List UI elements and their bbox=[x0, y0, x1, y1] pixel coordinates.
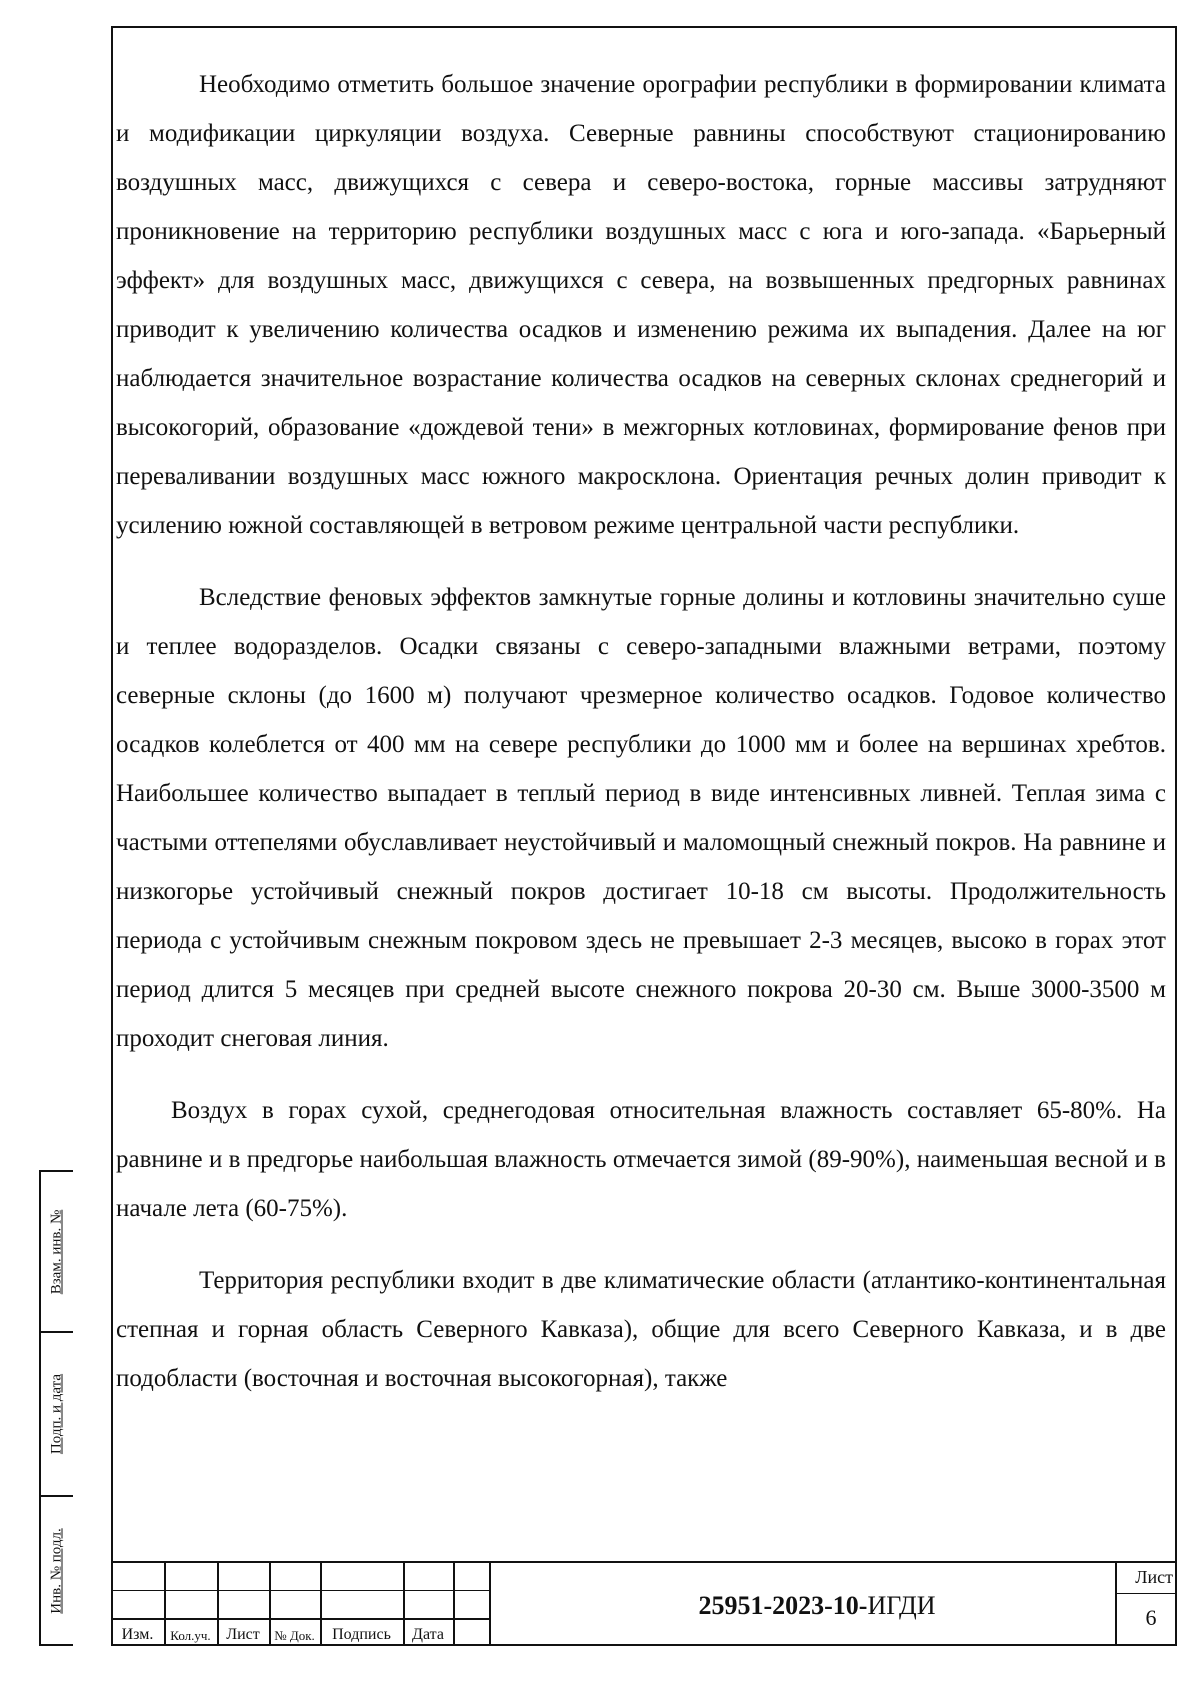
side-cell-inv bbox=[41, 1497, 73, 1644]
paragraph-3: Воздух в горах сухой, среднегодовая относительная влажность составляет 65-80%. На равнине и в предгорье наибольшая влажность отмечается зимой (89-90%), наименьшая весной и в начале лета (60-75%). bbox=[116, 1097, 1166, 1222]
header-list: Лист bbox=[226, 1626, 260, 1643]
stamp-row-line-2 bbox=[111, 1618, 489, 1620]
side-label-vzam: Взам. инв. № bbox=[48, 1209, 65, 1294]
stamp-col-line bbox=[453, 1563, 455, 1646]
stamp-col-line bbox=[489, 1563, 491, 1646]
sheet-number: 6 bbox=[1145, 1605, 1157, 1630]
paragraph-4: Территория республики входит в две климатические области (атлантико-континентальная степная и горная область Северного Кавказа), общие для всего Северного Кавказа, и в две подобласти (восточная и восточная высокогорная), также bbox=[116, 1267, 1166, 1392]
header-izm: Изм. bbox=[121, 1626, 154, 1643]
side-label-inv: Инв. № подл. bbox=[48, 1527, 65, 1614]
stamp-col-line bbox=[1115, 1563, 1117, 1646]
paragraph-2: Вследствие феновых эффектов замкнутые горные долины и котловины значительно суше и теплее водоразделов. Осадки связаны с северо-западными влажными ветрами, поэтому северные склоны (до 1600 м) получают чрезмерное количество осадков. Годовое количество осадков колеблется от 400 мм на севере республики до 1000 мм и более на вершинах хребтов. Наибольшее количество выпадает в теплый период в виде интенсивных ливней. Теплая зима с частыми оттепелями обуславливает неустойчивый и маломощный снежный покров. На равнине и низкогорье устойчивый снежный покров достигает 10-18 см высоты. Продолжительность периода с устойчивым снежным покровом здесь не превышает 2-3 месяцев, высоко в горах этот период длится 5 месяцев при средней высоте снежного покрова 20-30 см. Выше 3000-3500 м проходит снеговая линия. bbox=[116, 584, 1166, 1052]
document-code-suffix: ИГДИ bbox=[867, 1591, 936, 1620]
side-label-podp: Подп. и дата bbox=[48, 1373, 65, 1455]
side-cell-podp bbox=[41, 1333, 73, 1497]
sheet-label: Лист bbox=[1135, 1567, 1173, 1587]
header-podpis: Подпись bbox=[332, 1626, 391, 1643]
header-data: Дата bbox=[412, 1626, 444, 1643]
document-code-number: 25951-2023-10- bbox=[698, 1591, 868, 1620]
header-nom-dok: № Док. bbox=[274, 1628, 315, 1643]
header-kol-uch: Кол.уч. bbox=[170, 1628, 211, 1643]
document-code bbox=[603, 1591, 1031, 1621]
title-block bbox=[111, 1561, 1177, 1646]
sheet-divider bbox=[1115, 1593, 1177, 1594]
paragraph-1: Необходимо отметить большое значение орографии республики в формировании климата и модификации циркуляции воздуха. Северные равнины способствуют стационированию воздушных масс, движущихся с севера и северо-востока, горные массивы затрудняют проникновение на территорию республики воздушных масс с юга и юго-запада. «Барьерный эффект» для воздушных масс, движущихся с севера, на возвышенных предгорных равнинах приводит к увеличению количества осадков и изменению режима их выпадения. Далее на юг наблюдается значительное возрастание количества осадков на северных склонах среднегорий и высокогорий, образование «дождевой тени» в межгорных котловинах, формирование фенов при переваливании воздушных масс южного макросклона. Ориентация речных долин приводит к усилению южной составляющей в ветровом режиме центральной части республики. bbox=[116, 71, 1166, 539]
stamp-row-line-1 bbox=[111, 1590, 489, 1591]
side-stamp bbox=[39, 1170, 73, 1646]
body-text bbox=[116, 60, 1166, 1426]
side-cell-vzam bbox=[41, 1172, 73, 1333]
